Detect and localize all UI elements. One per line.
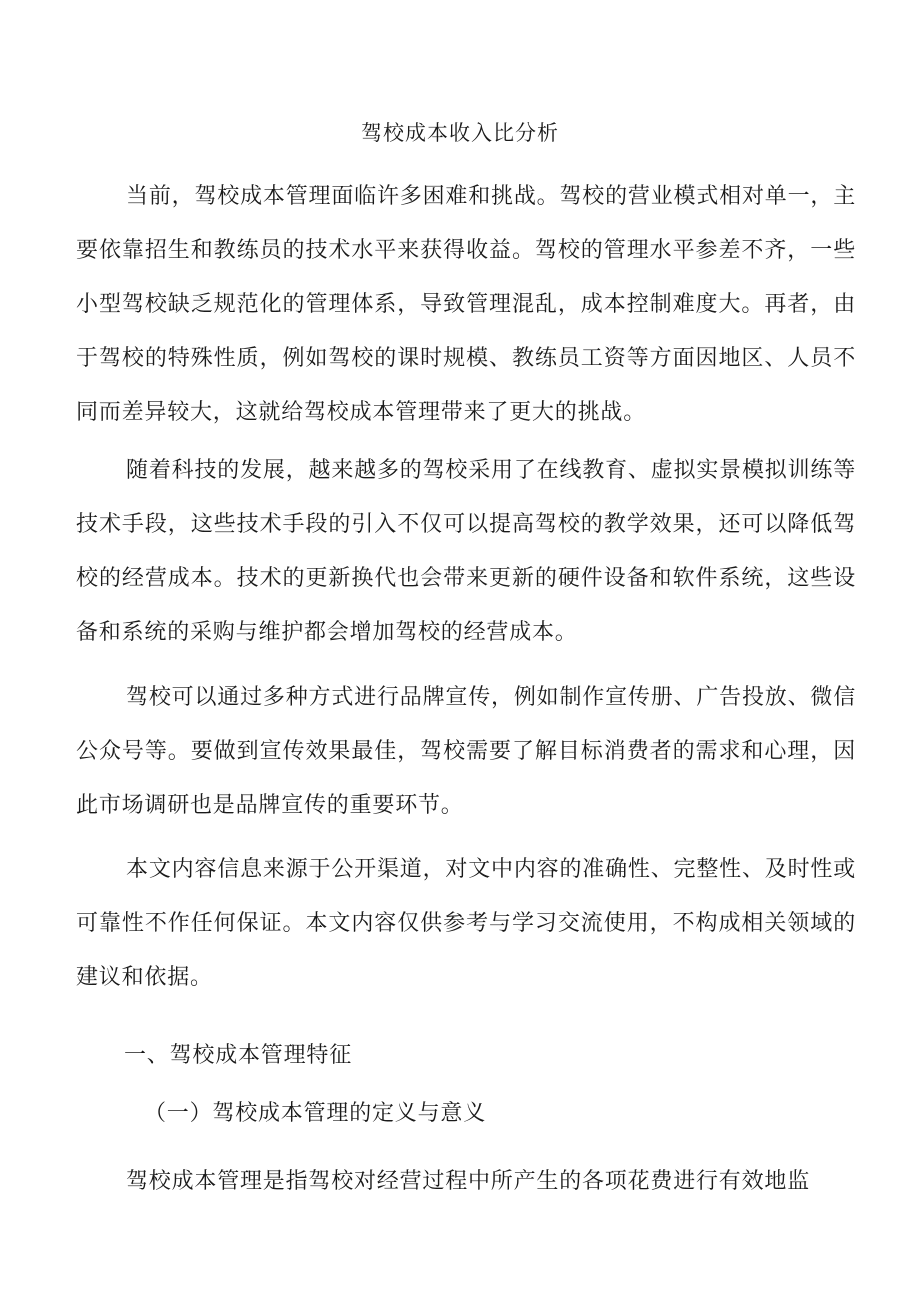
document-title: 驾校成本收入比分析 xyxy=(361,121,559,145)
paragraph-definition: 驾校成本管理是指驾校对经营过程中所产生的各项花费进行有效地监 xyxy=(126,1169,811,1194)
paragraph-current-challenges: 当前，驾校成本管理面临许多困难和挑战。驾校的营业模式相对单一，主要依靠招生和教练员的技术水平来获得收益。驾校的管理水平参差不齐，一些小型驾校缺乏规范化的管理体系，导致管理混乱，成本控制难度大。再者，由于驾校的特殊性质，例如驾校的课时规模、教练员工资等方面因地区、人员不同而差异较大，这就给驾校成本管理带来了更大的挑战。 xyxy=(76,184,856,425)
paragraph-branding: 驾校可以通过多种方式进行品牌宣传，例如制作宣传册、广告投放、微信公众号等。要做到宣传效果最佳，驾校需要了解目标消费者的需求和心理，因此市场调研也是品牌宣传的重要环节。 xyxy=(76,685,856,818)
paragraph-technology: 随着科技的发展，越来越多的驾校采用了在线教育、虚拟实景模拟训练等技术手段，这些技术手段的引入不仅可以提高驾校的教学效果，还可以降低驾校的经营成本。技术的更新换代也会带来更新的硬件设备和软件系统，这些设备和系统的采购与维护都会增加驾校的经营成本。 xyxy=(76,458,856,645)
section-heading: 一、驾校成本管理特征 xyxy=(124,1043,353,1068)
paragraph-disclaimer: 本文内容信息来源于公开渠道，对文中内容的准确性、完整性、及时性或可靠性不作任何保证。本文内容仅供参考与学习交流使用，不构成相关领域的建议和依据。 xyxy=(76,857,856,990)
subsection-heading: （一）驾校成本管理的定义与意义 xyxy=(144,1101,487,1126)
